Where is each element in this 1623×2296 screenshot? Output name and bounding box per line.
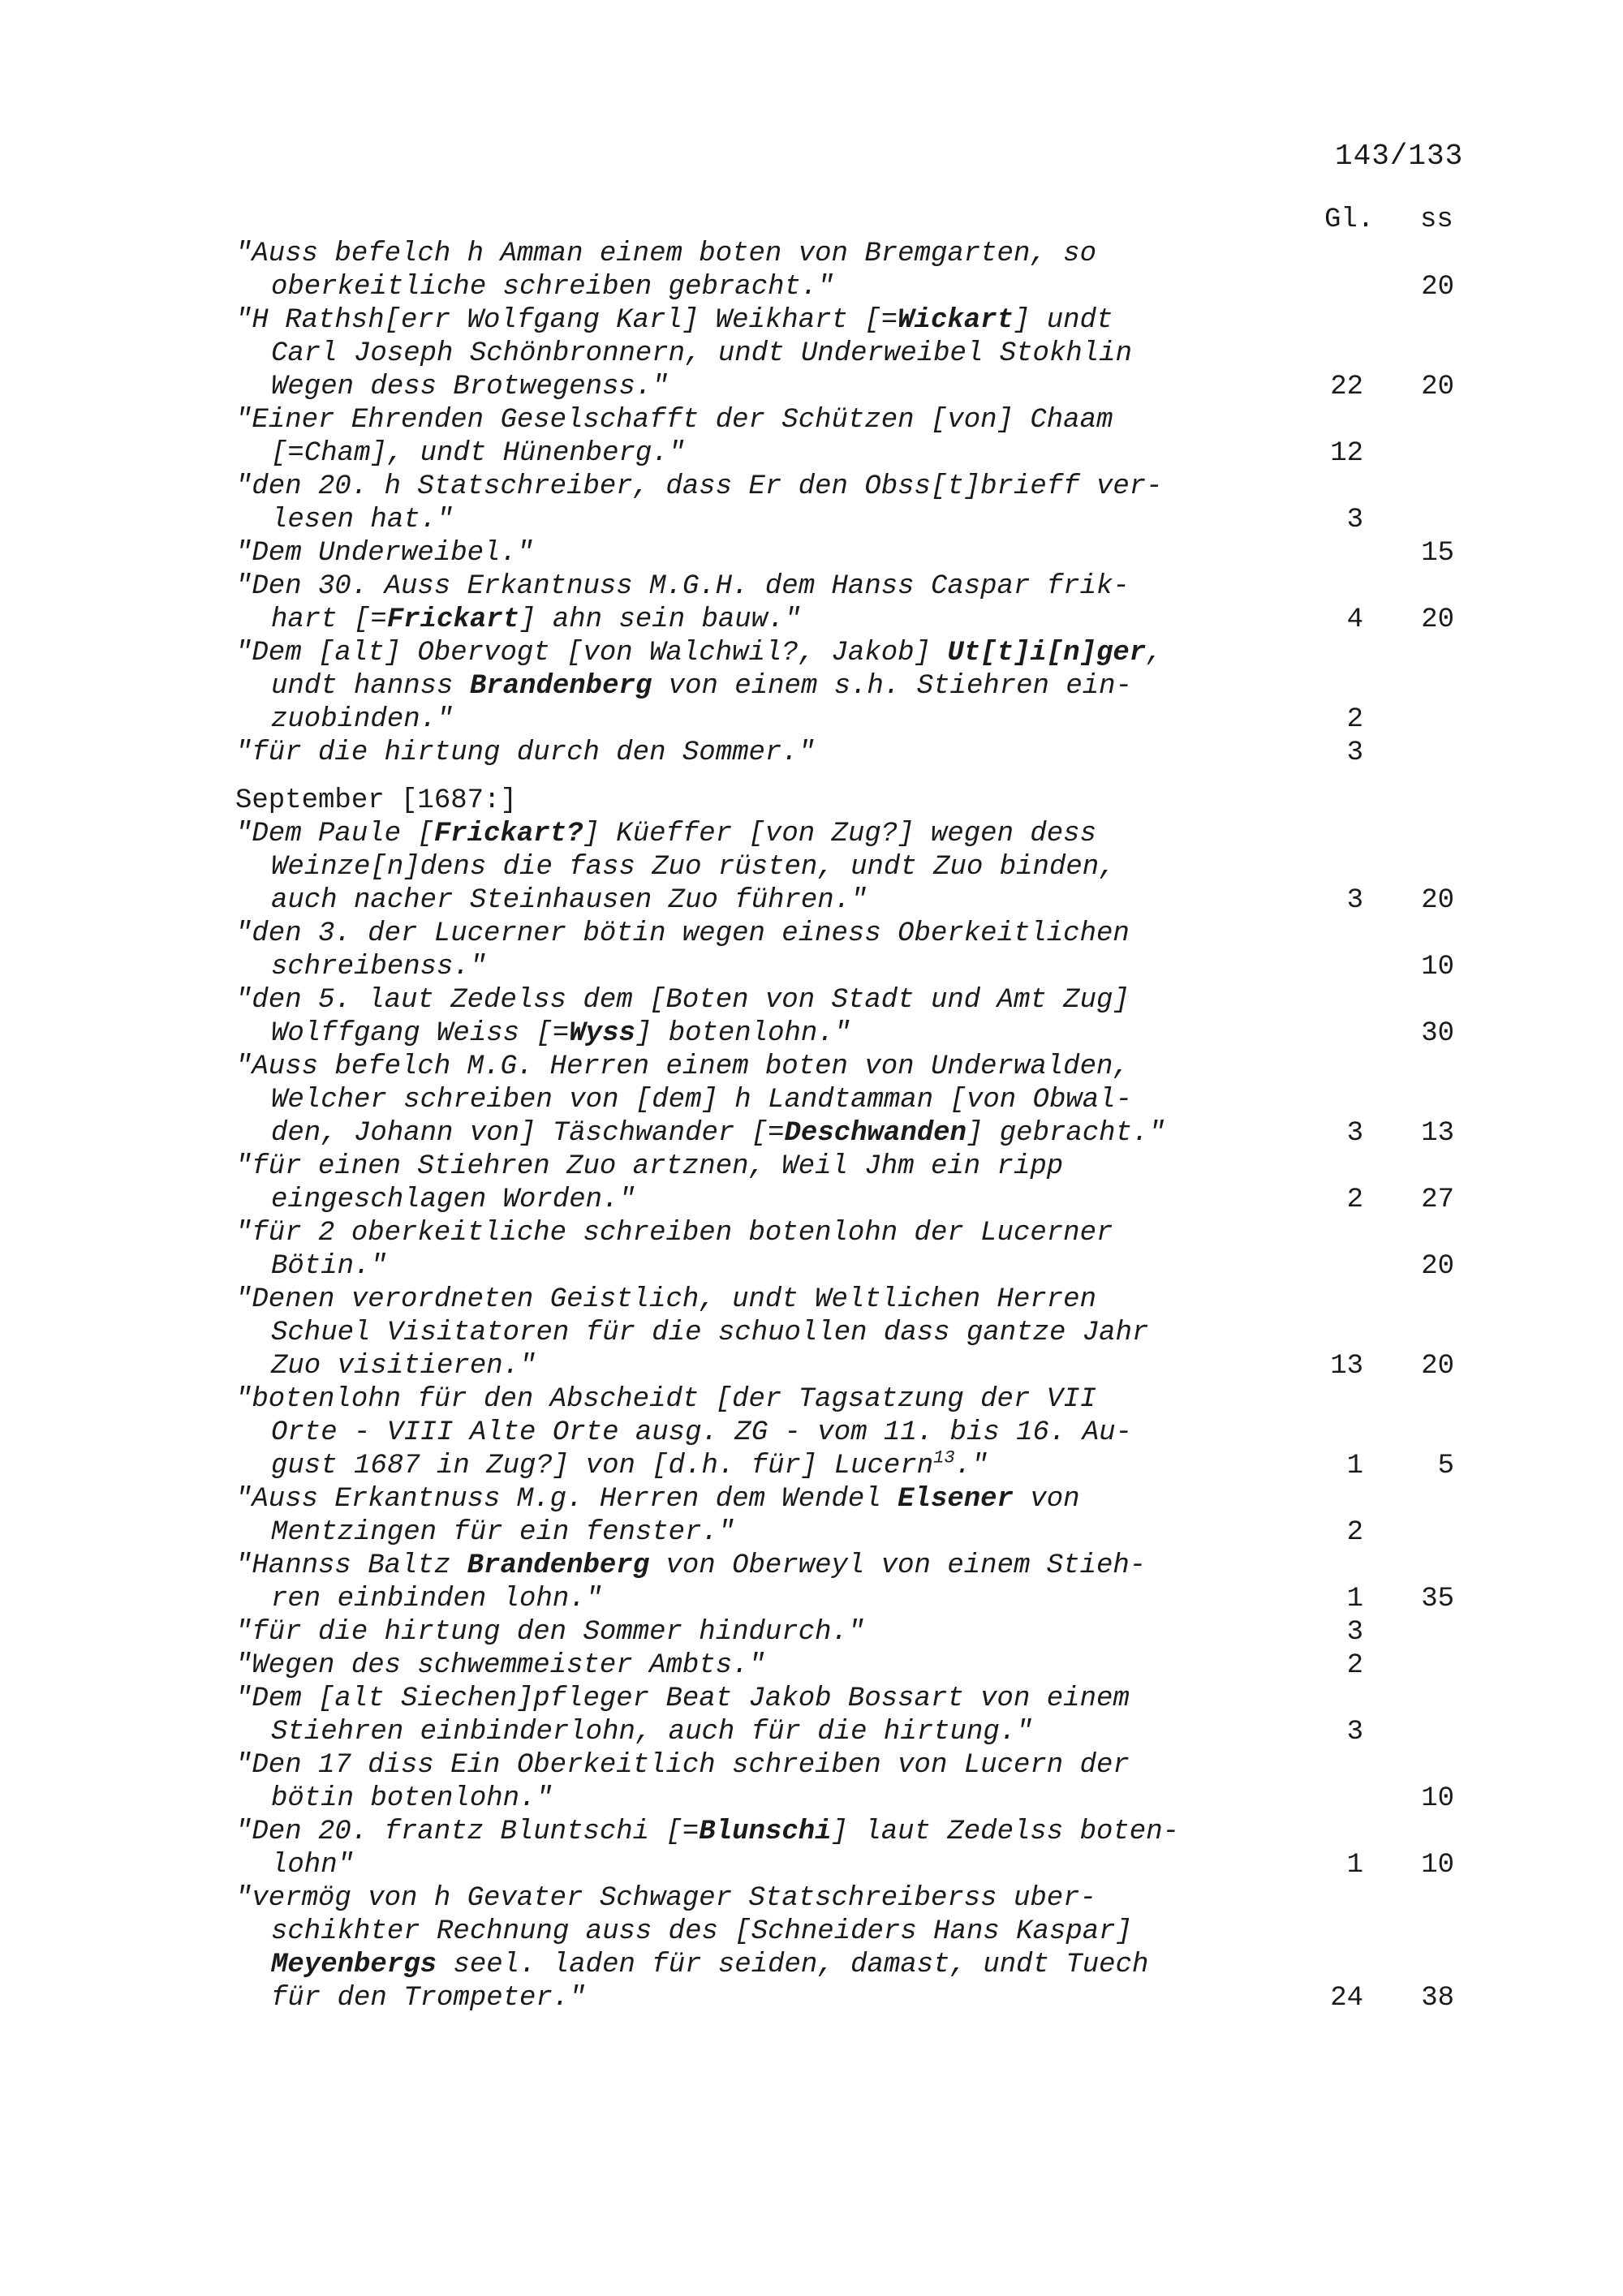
ledger-entry — [235, 537, 1469, 570]
amount-gulden: 2 — [1346, 1650, 1363, 1681]
entry-amounts — [1266, 1782, 1469, 1816]
entries-august — [235, 238, 1469, 770]
entry-line: schreibenss." — [271, 952, 487, 982]
entry-amounts — [1266, 537, 1469, 570]
amount-schilling: 20 — [1421, 1351, 1454, 1382]
amount-gulden: 22 — [1330, 372, 1363, 402]
entry-text — [235, 1816, 1266, 1882]
entry-line-tail: ." — [954, 1451, 988, 1481]
entry-amounts — [1266, 437, 1469, 471]
ledger-entry — [235, 1217, 1469, 1283]
entry-text — [235, 570, 1266, 637]
entry-line: undt hannss Brandenberg von einem s.h. Stiehren ein- — [271, 671, 1132, 702]
entry-line: "Den 17 diss Ein Oberkeitlich schreiben von Lucern der — [235, 1750, 1130, 1781]
entry-text — [235, 818, 1266, 918]
amount-gulden — [1266, 1017, 1363, 1051]
entry-line: lesen hat." — [271, 505, 454, 535]
entry-text — [235, 984, 1266, 1051]
ledger-entry — [235, 918, 1469, 984]
ledger-entry — [235, 304, 1469, 404]
entry-line: ren einbinden lohn." — [271, 1584, 603, 1615]
entry-line: "Dem Underweibel." — [235, 538, 534, 569]
entry-line: "Dem [alt] Obervogt [von Walchwil?, Jakob] Ut[t]i[n]ger, — [235, 638, 1163, 669]
footnote-marker: 13 — [933, 1447, 955, 1468]
entry-line: "für die hirtung durch den Sommer." — [235, 737, 816, 768]
amount-gulden — [1266, 951, 1363, 984]
ledger-entry — [235, 1383, 1469, 1483]
amount-gulden: 1 — [1346, 1850, 1363, 1881]
entry-amounts — [1266, 1716, 1469, 1749]
entry-amounts — [1266, 1516, 1469, 1550]
entry-text — [235, 1483, 1266, 1550]
entry-line: "für die hirtung den Sommer hindurch." — [235, 1617, 865, 1648]
entry-amounts — [1266, 1117, 1469, 1150]
entry-line: lohn" — [271, 1850, 355, 1881]
amount-gulden: 3 — [1346, 885, 1363, 916]
entry-amounts — [1266, 1583, 1469, 1616]
entry-line: "Auss befelch h Amman einem boten von Bremgarten, so — [235, 239, 1096, 269]
entry-line: "den 3. der Lucerner bötin wegen einess Oberkeitlichen — [235, 918, 1130, 949]
ledger-entry — [235, 1051, 1469, 1150]
amount-gulden — [1266, 1782, 1363, 1816]
column-header-ss: ss — [1420, 204, 1453, 235]
entry-text — [235, 1051, 1266, 1150]
entry-line: Welcher schreiben von [dem] h Landtamman [von Obwal- — [271, 1085, 1132, 1116]
amount-schilling: 5 — [1437, 1451, 1454, 1481]
entry-line: zuobinden." — [271, 704, 454, 735]
entry-line: "Denen verordneten Geistlich, undt Weltlichen Herren — [235, 1284, 1096, 1315]
entry-text — [235, 737, 1266, 770]
amount-schilling — [1363, 703, 1454, 737]
ledger-body — [235, 238, 1469, 2015]
amount-schilling — [1363, 437, 1454, 471]
entry-line: hart [=Frickart] ahn sein bauw." — [271, 604, 801, 635]
entry-amounts — [1266, 604, 1469, 637]
ledger-entry — [235, 1483, 1469, 1550]
entry-line: Bötin." — [271, 1251, 387, 1282]
amount-schilling — [1363, 504, 1454, 537]
entry-line: Wolffgang Weiss [=Wyss] botenlohn." — [271, 1018, 851, 1049]
entry-amounts — [1266, 1250, 1469, 1283]
entry-line: "botenlohn für den Abscheidt [der Tagsatzung der VII — [235, 1384, 1096, 1415]
ledger-entry — [235, 1550, 1469, 1616]
entry-amounts — [1266, 371, 1469, 404]
amount-schilling — [1363, 1616, 1454, 1649]
entry-amounts — [1266, 1649, 1469, 1683]
entry-text — [235, 1283, 1266, 1383]
entry-text — [235, 637, 1266, 737]
ledger-entry — [235, 1616, 1469, 1649]
amount-gulden: 3 — [1346, 505, 1363, 535]
entry-text — [235, 304, 1266, 404]
entry-line: [=Cham], undt Hünenberg." — [271, 438, 686, 469]
ledger-entry — [235, 1882, 1469, 2015]
amount-gulden: 1 — [1346, 1584, 1363, 1615]
entry-amounts — [1266, 951, 1469, 984]
entry-line: "den 20. h Statschreiber, dass Er den Obss[t]brieff ver- — [235, 471, 1163, 502]
entry-line: Zuo visitieren." — [271, 1351, 536, 1382]
entry-line: "Auss befelch M.G. Herren einem boten von Underwalden, — [235, 1051, 1130, 1082]
entry-line: schikhter Rechnung auss des [Schneiders Hans Kaspar] — [271, 1916, 1132, 1947]
entry-line: oberkeitliche schreiben gebracht." — [271, 272, 834, 303]
amount-schilling: 27 — [1421, 1185, 1454, 1215]
amount-schilling — [1363, 737, 1454, 770]
entry-line: "Den 20. frantz Bluntschi [=Blunschi] laut Zedelss boten- — [235, 1817, 1180, 1847]
amount-schilling: 35 — [1421, 1584, 1454, 1615]
entry-line: Mentzingen für ein fenster." — [271, 1517, 735, 1548]
ledger-entry — [235, 1683, 1469, 1749]
amount-schilling: 20 — [1421, 885, 1454, 916]
entry-line: "Einer Ehrenden Geselschafft der Schützen [von] Chaam — [235, 405, 1113, 436]
ledger-entry — [235, 637, 1469, 737]
page-number: 143/133 — [1335, 140, 1464, 173]
ledger-entry — [235, 984, 1469, 1051]
entry-line: "H Rathsh[err Wolfgang Karl] Weikhart [=Wickart] undt — [235, 305, 1113, 336]
entry-line: bötin botenlohn." — [271, 1783, 553, 1814]
entry-amounts — [1266, 703, 1469, 737]
ledger-entry — [235, 1283, 1469, 1383]
amount-schilling: 38 — [1421, 1983, 1454, 2014]
amount-gulden: 3 — [1346, 1617, 1363, 1648]
entry-amounts — [1266, 1184, 1469, 1217]
entry-line: "für einen Stiehren Zuo artznen, Weil Jhm ein ripp — [235, 1151, 1064, 1182]
amount-schilling: 30 — [1421, 1018, 1454, 1049]
section-heading: September [1687:] — [235, 785, 517, 816]
entry-text — [235, 1550, 1266, 1616]
ledger-entry — [235, 1816, 1469, 1882]
amount-schilling — [1363, 1649, 1454, 1683]
entry-line: Meyenbergs seel. laden für seiden, damast, undt Tuech — [271, 1950, 1149, 1980]
amount-schilling: 13 — [1421, 1118, 1454, 1149]
ledger-entry — [235, 1749, 1469, 1816]
entry-line: für den Trompeter." — [271, 1983, 586, 2014]
amount-gulden — [1266, 271, 1363, 304]
entry-text — [235, 1150, 1266, 1217]
entry-line: Schuel Visitatoren für die schuollen dass gantze Jahr — [271, 1318, 1149, 1348]
amount-gulden — [1266, 1250, 1363, 1283]
entry-line: "Dem [alt Siechen]pfleger Beat Jakob Bossart von einem — [235, 1683, 1130, 1714]
entry-text — [235, 537, 1266, 570]
amount-gulden: 4 — [1346, 604, 1363, 635]
amount-schilling: 20 — [1421, 272, 1454, 303]
ledger-entry — [235, 1649, 1469, 1683]
amount-gulden: 24 — [1330, 1983, 1363, 2014]
ledger-entry — [235, 570, 1469, 637]
entry-amounts — [1266, 1982, 1469, 2015]
entry-text — [235, 1616, 1266, 1649]
entry-text — [235, 918, 1266, 984]
entry-line: Weinze[n]dens die fass Zuo rüsten, undt Zuo binden, — [271, 852, 1116, 883]
entry-amounts — [1266, 271, 1469, 304]
amount-gulden: 3 — [1346, 1717, 1363, 1748]
entry-line: "Auss Erkantnuss M.g. Herren dem Wendel Elsener von — [235, 1484, 1080, 1515]
amount-schilling — [1363, 1716, 1454, 1749]
amount-gulden: 3 — [1346, 737, 1363, 768]
amount-schilling: 10 — [1421, 1850, 1454, 1881]
entry-text — [235, 471, 1266, 537]
entry-line: Stiehren einbinderlohn, auch für die hirtung." — [271, 1717, 1033, 1748]
entry-line: "Hannss Baltz Brandenberg von Oberweyl von einem Stieh- — [235, 1550, 1147, 1581]
entry-amounts — [1266, 1849, 1469, 1882]
ledger-entry — [235, 737, 1469, 770]
amount-gulden: 13 — [1330, 1351, 1363, 1382]
entry-amounts — [1266, 1017, 1469, 1051]
amount-gulden: 2 — [1346, 1185, 1363, 1215]
entry-line: auch nacher Steinhausen Zuo führen." — [271, 885, 867, 916]
amount-schilling: 15 — [1421, 538, 1454, 569]
entry-text — [235, 1217, 1266, 1283]
entry-amounts — [1266, 1350, 1469, 1383]
entry-line: "vermög von h Gevater Schwager Statschreiberss uber- — [235, 1883, 1096, 1914]
entry-text — [235, 1383, 1266, 1483]
amount-gulden: 3 — [1346, 1118, 1363, 1149]
entry-line: "Dem Paule [Frickart?] Küeffer [von Zug?] wegen dess — [235, 819, 1096, 849]
entry-line: Carl Joseph Schönbronnern, undt Underweibel Stokhlin — [271, 338, 1132, 369]
entry-amounts — [1266, 1450, 1469, 1483]
entry-line: eingeschlagen Worden." — [271, 1185, 635, 1215]
amount-schilling: 20 — [1421, 1251, 1454, 1282]
entry-text — [235, 1649, 1266, 1683]
amount-gulden: 2 — [1346, 704, 1363, 735]
ledger-entry — [235, 238, 1469, 304]
entry-text — [235, 1882, 1266, 2015]
amount-schilling: 10 — [1421, 1783, 1454, 1814]
entry-line: Wegen dess Brotwegenss." — [271, 372, 669, 402]
ledger-entry — [235, 818, 1469, 918]
entry-amounts — [1266, 737, 1469, 770]
entry-line: Orte - VIII Alte Orte ausg. ZG - vom 11. bis 16. Au- — [271, 1417, 1132, 1448]
amount-schilling: 20 — [1421, 604, 1454, 635]
amount-gulden — [1266, 537, 1363, 570]
amount-gulden: 12 — [1330, 438, 1363, 469]
entry-line: gust 1687 in Zug?] von [d.h. für] Lucern$^{13}$." — [271, 1447, 988, 1481]
entry-text — [235, 404, 1266, 471]
entry-line: den, Johann von] Täschwander [=Deschwanden] gebracht." — [271, 1118, 1165, 1149]
ledger-entry — [235, 471, 1469, 537]
entry-line: "für 2 oberkeitliche schreiben botenlohn der Lucerner — [235, 1218, 1113, 1249]
amount-schilling: 20 — [1421, 372, 1454, 402]
entry-line: "den 5. laut Zedelss dem [Boten von Stadt und Amt Zug] — [235, 985, 1130, 1016]
amount-schilling — [1363, 1516, 1454, 1550]
entries-september — [235, 818, 1469, 2015]
entry-text — [235, 1749, 1266, 1816]
entry-text — [235, 1683, 1266, 1749]
amount-gulden: 2 — [1346, 1517, 1363, 1548]
entry-text — [235, 238, 1266, 304]
entry-amounts — [1266, 884, 1469, 918]
entry-line: "Den 30. Auss Erkantnuss M.G.H. dem Hanss Caspar frik- — [235, 571, 1130, 602]
ledger-entry — [235, 1150, 1469, 1217]
ledger-entry — [235, 404, 1469, 471]
column-header-gl: Gl. — [1324, 204, 1375, 235]
amount-gulden: 1 — [1346, 1451, 1363, 1481]
entry-amounts — [1266, 504, 1469, 537]
entry-line: "Wegen des schwemmeister Ambts." — [235, 1650, 765, 1681]
amount-schilling: 10 — [1421, 952, 1454, 982]
entry-amounts — [1266, 1616, 1469, 1649]
